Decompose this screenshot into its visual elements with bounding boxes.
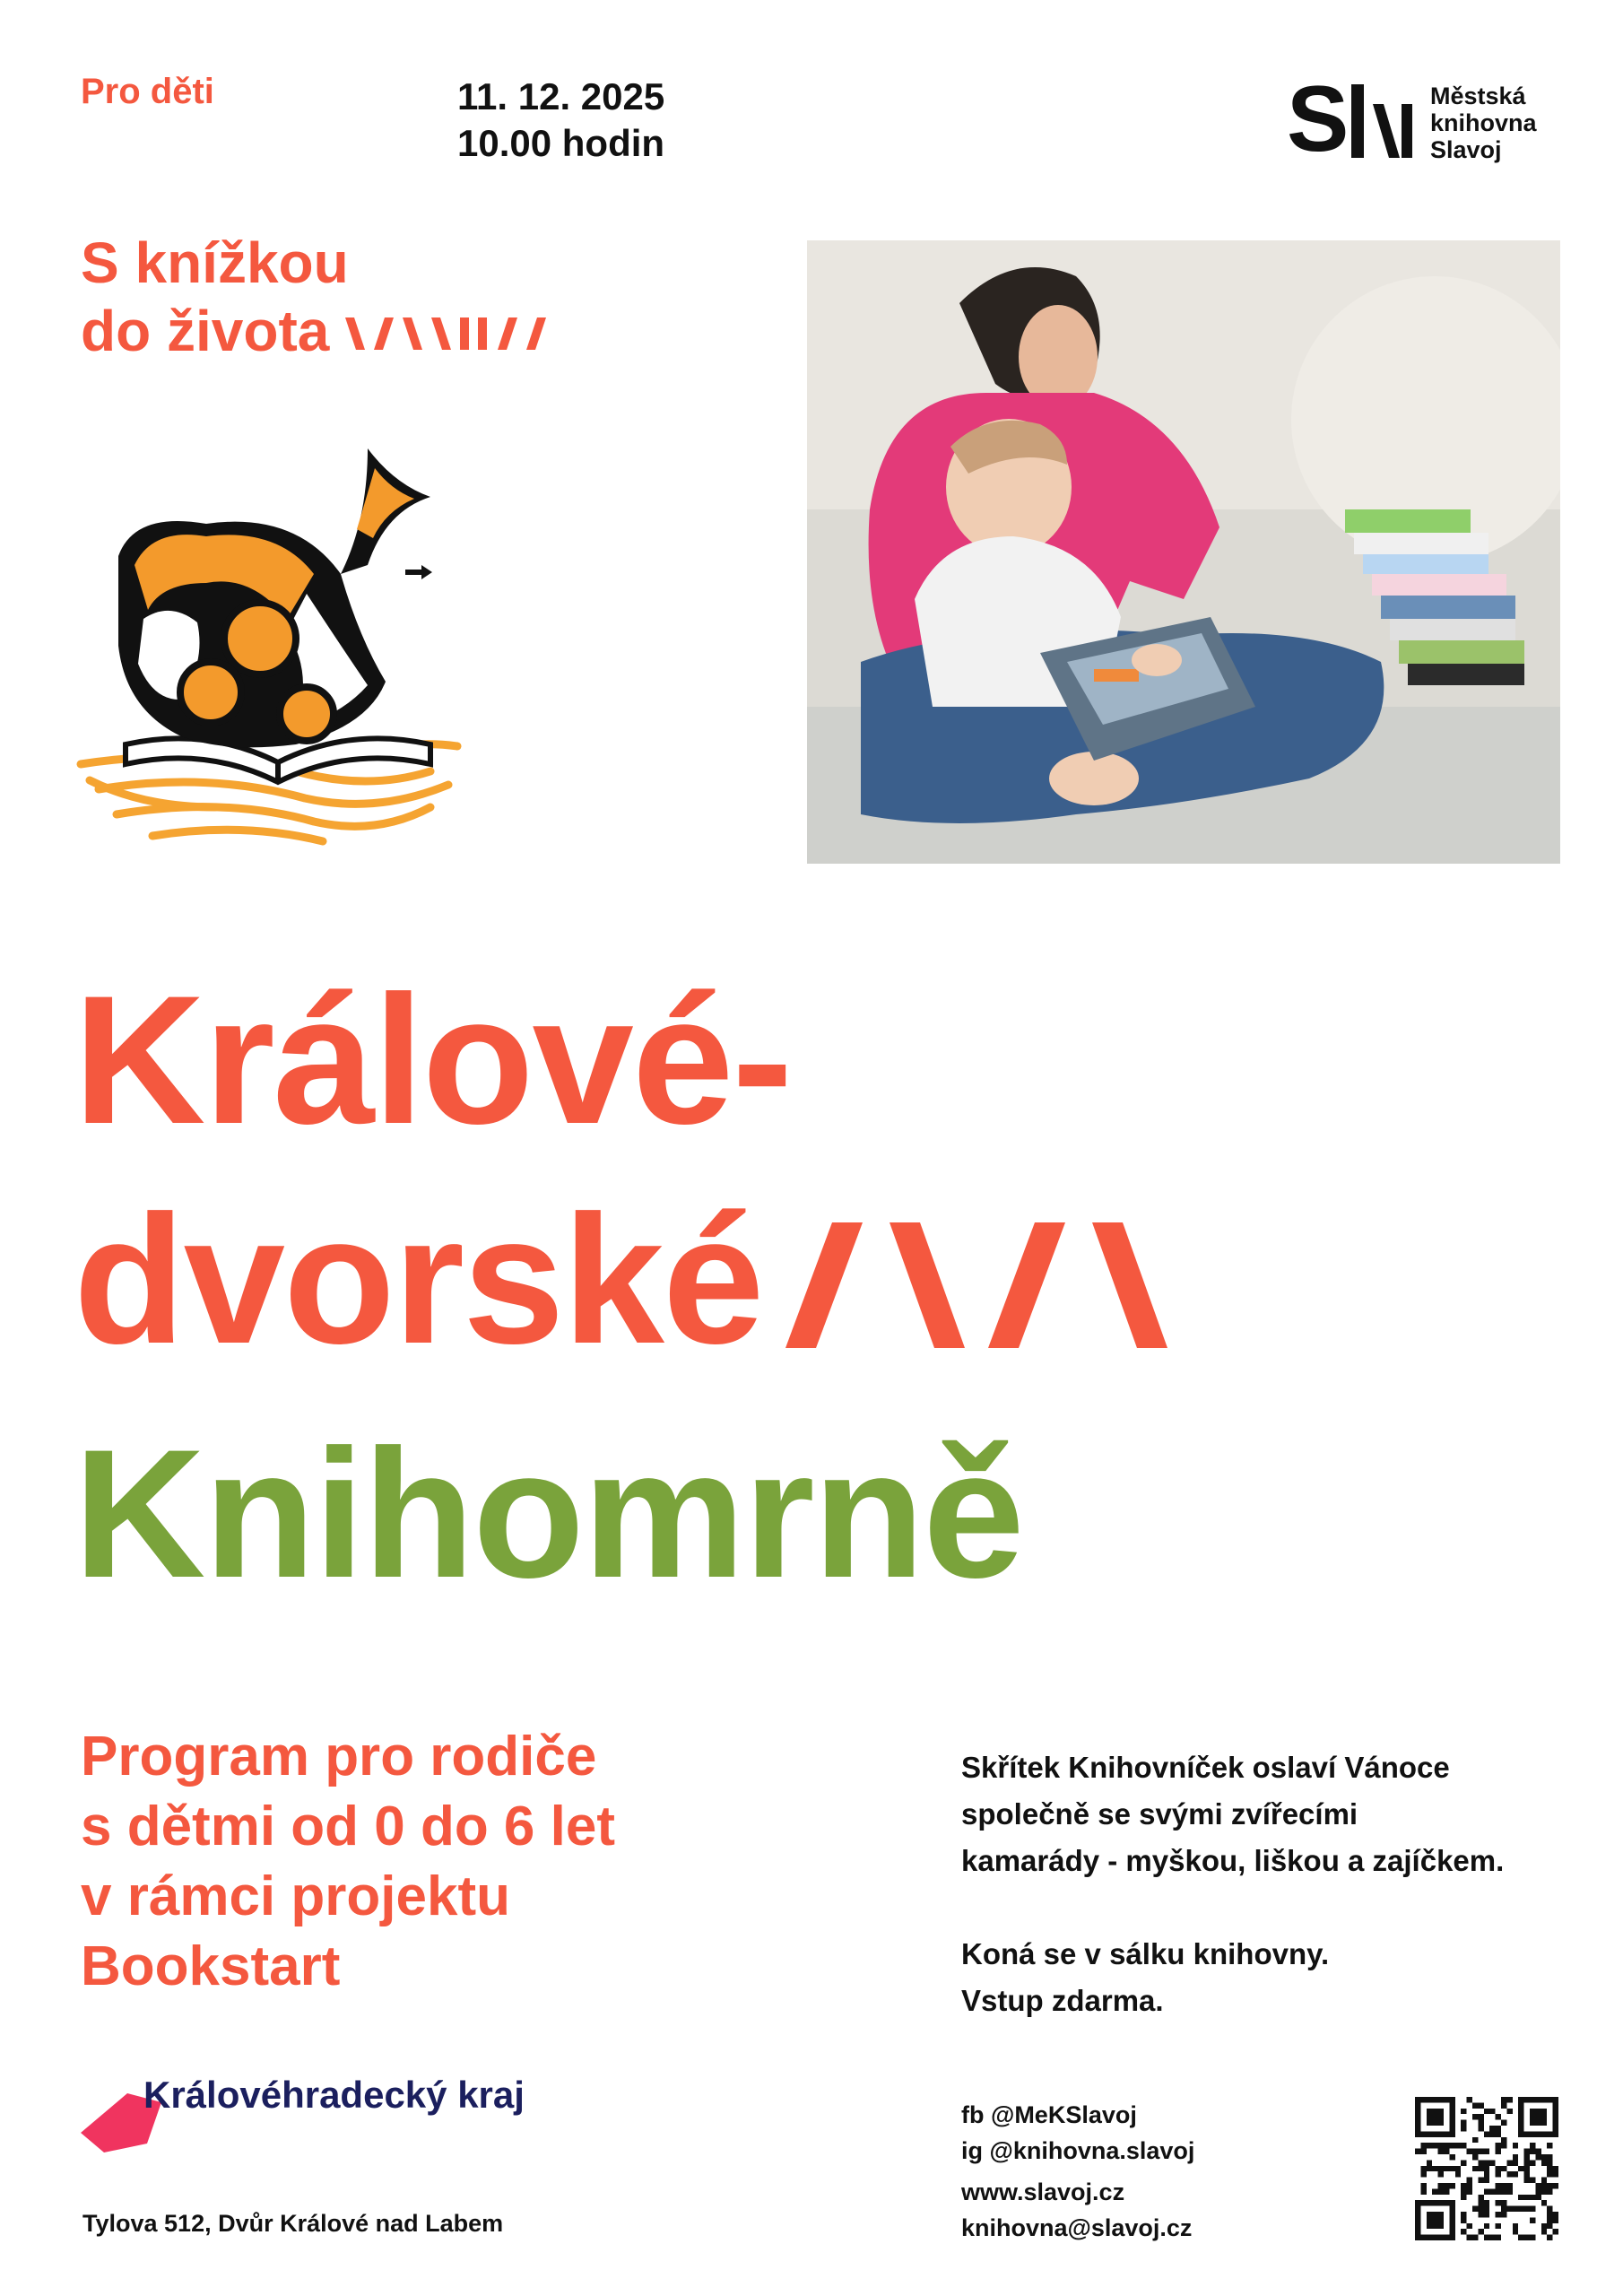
event-description [961, 1744, 1504, 2071]
program-line: Program pro rodiče [81, 1726, 597, 1787]
library-logo-line: knihovna [1430, 109, 1537, 136]
subtitle [81, 229, 569, 370]
headline-line-2-text: dvorské [74, 1178, 763, 1382]
subtitle-line-text: do života [81, 299, 330, 363]
address: Tylova 512, Dvůr Králové nad Labem [82, 2210, 504, 2237]
library-logo-line: Slavoj [1430, 136, 1502, 163]
description-line: Skřítek Knihovníček oslaví Vánoce [961, 1751, 1450, 1784]
headline-line-2 [74, 1170, 1207, 1405]
headline-line-1: Králové- [74, 958, 792, 1162]
region-logo[interactable] [81, 2063, 619, 2161]
library-logo-mark [1287, 77, 1421, 182]
event-datetime [457, 74, 664, 167]
facebook-link[interactable]: fb @MeKSlavoj [961, 2101, 1137, 2128]
description-line: kamarády - myškou, liškou a zajíčkem. [961, 1844, 1505, 1877]
headline-line-3: Knihomrně [74, 1411, 1023, 1616]
website-link[interactable]: www.slavoj.cz [961, 2179, 1125, 2205]
description-paragraph [961, 1744, 1504, 1884]
email-link[interactable]: knihovna@slavoj.cz [961, 2214, 1193, 2241]
program-line: s dětmi od 0 do 6 let [81, 1796, 615, 1857]
venue-paragraph [961, 1931, 1504, 2024]
instagram-link[interactable]: ig @knihovna.slavoj [961, 2137, 1195, 2164]
region-name: Královéhradecký kraj [143, 2074, 525, 2116]
photo-mother-baby-reading [807, 240, 1560, 864]
library-logo-mark-icon [1287, 77, 1421, 167]
qr-code-icon[interactable] [1415, 2097, 1558, 2240]
program-info [81, 1722, 615, 2002]
category-label: Pro děti [81, 72, 214, 111]
decorative-big-dashes-icon [785, 1185, 1207, 1405]
social-contacts [961, 2097, 1194, 2169]
event-date: 11. 12. 2025 [457, 75, 665, 117]
event-time: 10.00 hodin [457, 122, 665, 164]
decorative-dashes-icon [345, 301, 569, 370]
library-logo-line: Městská [1430, 83, 1526, 109]
subtitle-line-2 [81, 297, 569, 370]
venue-text: Koná se v sálku knihovny. [961, 1937, 1330, 1970]
program-line: v rámci projektu [81, 1866, 510, 1927]
subtitle-line: S knížkou [81, 230, 349, 295]
headline [74, 951, 1207, 1624]
bookstart-bird-logo-icon [72, 430, 493, 870]
web-contacts [961, 2174, 1192, 2246]
entry-text: Vstup zdarma. [961, 1984, 1164, 2017]
library-logo-text [1430, 83, 1537, 163]
library-logo[interactable] [1287, 77, 1556, 176]
program-line: Bookstart [81, 1935, 341, 1997]
svg-text:S: S [1287, 77, 1344, 167]
description-line: společně se svými zvířecími [961, 1797, 1358, 1831]
